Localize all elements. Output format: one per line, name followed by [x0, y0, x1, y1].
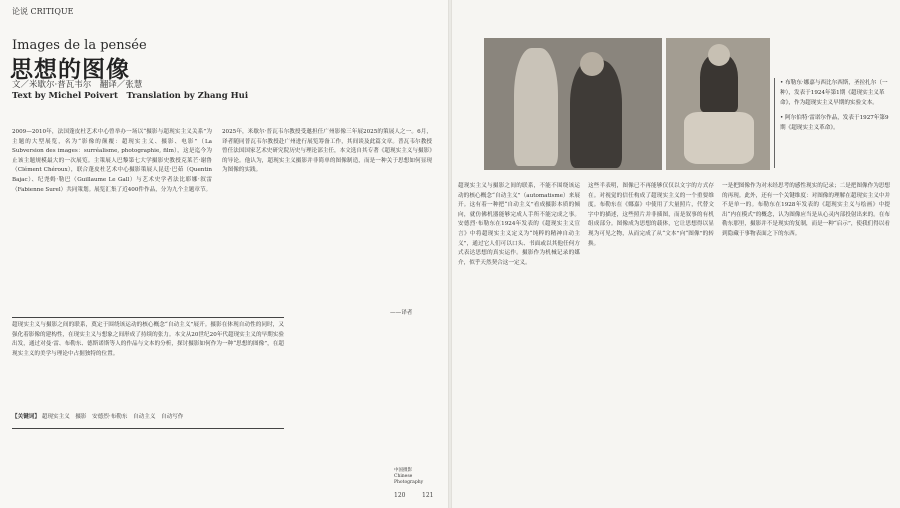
keywords-rule: [12, 428, 284, 429]
page-number-right: 121: [422, 492, 434, 499]
body-column-3: 超现实主义与摄影之间的联系，不能不围绕该运动的核心概念“自动主义”（automatisme）来展开。这有着一种把“自动主义”看成摄影本质的倾向，就仿佛机器能够完成人手所不能完成之事。安德烈·布勒东在1924年发表的《超现实主义宣言》中将超现实主义定义为“纯粹的精神自动主义”，通过它人们可以口头、书面或以其他任何方式表达思想的真实运作。摄影作为机械记录的媒介，似乎天然契合这一定义。: [458, 183, 580, 266]
photo-couple: [484, 38, 662, 170]
byline-en: Text by Michel Poivert Translation by Zhang Hui: [12, 91, 249, 101]
body-column-5: 一是把图像作为对未经思考的感性现实的记录；二是把图像作为思想的再现。此外，还有一个关键维度：对图像的理解在超现实主义中并不是单一的。布勒东在1928年发表的《超现实主义与绘画》中提出“内在模式”的概念，认为图像应当是从心灵内部投射出来的。在布勒东那里，摄影并不是现实的复制，而是一种“启示”，使我们得以看到隐藏于事物表面之下的东西。: [722, 183, 890, 237]
translator-signature: ——译者: [390, 310, 413, 316]
photo-figure-legs: [684, 112, 754, 164]
keywords-list: 超现实主义 摄影 安德烈·布勒东 自动主义 自动写作: [41, 414, 184, 420]
section-tag: 论说 CRITIQUE: [12, 7, 74, 16]
photo-figure-woman: [514, 48, 558, 166]
photo-captions: [774, 78, 894, 168]
keywords-label: 【关键词】: [12, 414, 40, 420]
publication-logo: [394, 468, 423, 486]
byline-cn: 文／米歇尔·普瓦韦尔 翻译／张慧: [12, 80, 143, 90]
abstract: 超现实主义与摄影之间的联系，奠定于围绕该运动的核心概念“自动主义”展开。摄影在体现自动性的同时，又强化着影像的建构性，在现实主义与想象之间形成了持续的张力。本文从20世纪20年代超现实主义的早期实验出发，通过对曼·雷、布勒东、德斯诺斯等人的作品与文本的分析，探讨摄影如何作为一种“思想的图像”，在超现实主义的美学与理论中占据独特的位置。: [12, 322, 284, 357]
article-title-en: Images de la pensée: [12, 38, 147, 53]
right-page: [422, 0, 900, 508]
logo-line-1: 中国摄影: [394, 468, 412, 473]
intro-column-2: 2025年，米歇尔·普瓦韦尔教授受邀担任广州影像三年展2025的策展人之一。6月，译者随同普瓦韦尔教授赴广州进行展览筹备工作，其间谈及此篇文章。普瓦韦尔教授曾任法国国家艺术史研究院历史与理论部主任，本文选自其专著《超现实主义与摄影》的导论。他认为，超现实主义摄影并非简单的图像制造，而是一种关于思想如何显现为图像的实践。: [222, 129, 432, 174]
photo-head: [580, 52, 604, 76]
logo-line-3: Photography: [394, 480, 424, 485]
photo-seated-woman: [666, 38, 770, 170]
caption-1: • 布勒东·娜嘉与西比尔西斯，圣拉扎尔（一种），发表于1924年第1期《超现实主义革命》，作为超现实主义早期的实验文本。: [780, 80, 888, 106]
page-number-left: 120: [394, 492, 406, 499]
keywords: [12, 413, 284, 423]
intro-column: 2009—2010年，法国蓬皮杜艺术中心曾举办一场以“摄影与超现实主义关系”为主题的大型展览，名为“影像的颠覆：超现实主义、摄影、电影”（La Subversion des images：surréalisme, photographie, film），这是迄今为止该主题规模最大的一次展览。主策展人巴黎第七大学摄影史教授克莱芒·谢鲁（Clément Chéroux），联合蓬皮杜艺术中心摄影策展人昆廷·巴茹（Quentin Bajac）、纪尧姆·勒巴（Guillaume Le Gall）与艺术史学者法比耶娜·叙雷（Fabienne Surel）共同策划。展览汇集了近400件作品，分为九个主题章节。: [12, 129, 212, 193]
abstract-rule: [12, 317, 284, 318]
article-title-cn: 思想的图像: [10, 56, 130, 83]
body-column-4: 这些半表明，图像已不再能够仅仅以文字的方式存在。对视觉的信任构成了超现实主义的一个重要维度。布勒东在《娜嘉》中使用了大量照片，代替文字中的描述，这些照片并非插图，而是叙事的有机组成部分。图像成为思想的载体，它让思想得以显现为可见之物，从而完成了从“文本”向“图像”的转换。: [588, 183, 714, 247]
caption-2: • 阿尔伯特·雷诺尔作品，发表于1927年第9期《超现实主义革命》。: [780, 115, 889, 131]
left-page: [0, 0, 448, 508]
logo-line-2: Chinese: [394, 474, 413, 479]
photo-figure-man: [570, 60, 622, 168]
photo-figure-head: [708, 44, 730, 66]
